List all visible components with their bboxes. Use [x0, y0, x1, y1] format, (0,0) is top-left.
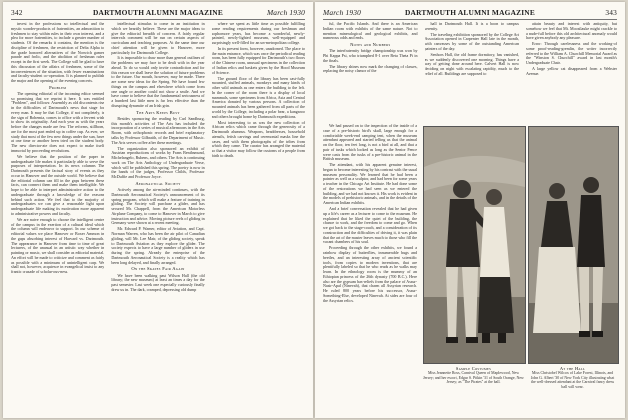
paragraph: Mr. Edward P. Warner, editor of Aviation, and Capt. Norman Warren, who has been the air pilot of Canadian gliding, will Mr. Lee Mair, of the gliding society, speak to Dartmouth Aviation as they explore the glider. The society expects to have a large number of gliders in use during the spring. Already the enterprise of the Dartmouth Aeronautical Society is a reality which has been long delayed, and finally arranged.	[111, 226, 205, 265]
paragraph: Error: Through carelessness and the working-of some proof-reading-gremlin, the writer incorrectly referred to the William A. Churchill Memorial Award as the "Winston S. Churchill" award in last month's Undergraduate Chair.	[526, 41, 617, 66]
costume-couple-illustration	[424, 127, 525, 363]
section-heading: Problem	[49, 84, 67, 90]
paragraph: Besides sponsoring the reading by Carl Sandburg, this month's activities of The Arts has included the incorporation of a series of musical afternoons in the Arts Room, with orthophonic records and brief explanatory talks by Professor Gilbraith, of the Department of Music. The Arts serves coffee after these meetings.	[111, 115, 205, 145]
sample-costumes-photo	[423, 126, 526, 364]
left-page	[3, 2, 313, 418]
paragraph: ful, the Pacific Islands. And there is an American Indian room with exhibits of the same nature. Not to mention mineralogical and geological exhibits, and numerous odds and ends.	[323, 22, 418, 41]
paragraph: We believe that the position of the paper in undergraduate life makes it particularly able to serve the purposes of interpretation. In its news columns The Dartmouth presents the factual story of events as they occur in Hanover and the outside world. We believe that the editorial column can fill in the gaps between these facts, can connect them and make them intelligible. We hope to be able to interpret administrative action to the undergraduate through a knowledge of the reasons behind such action. We feel that to the majority of undergraduates we can give a reasonable light upon undergraduate life making its motivation more apparent to administrative powers and faculty.	[11, 153, 105, 216]
text-column	[111, 22, 204, 412]
text-column	[323, 22, 418, 122]
paragraph: The library shines now mark the changing of classes, replacing the noisy clamor of the	[323, 63, 418, 74]
at-the-hall-photo	[528, 126, 619, 364]
paragraph: It is impossible to draw more than general outlines of the problems we may face to be dealt with in the year ahead. To do so would only invite contradiction and for this reason we shall leave the solution of future problems to the future. Our mouth, however, may be made. There are some new ideas for the Spring. We have found few things on the campus and elsewhere which come from one angle or another could not show a smile. And we have come to believe that the fundamental seriousness of a hundred last little men is far less effective than the disrupting dynamite of an Irish grin.	[111, 55, 205, 108]
fancy-dress-illustration	[529, 127, 618, 363]
magazine-spread	[3, 2, 625, 418]
paragraph: We are naive enough to choose the intelligent centre of the campus in the exertion of a cultural ideal which the column will endeavor to support. In our scheme of editorial values we place Hanover or Boxer Ammon in the gaps absorbing interest of Harvard vs. Dartmouth. The appearance in Hanover from time to time of great lecturers, of the unusual in an artistic way whether in painting or music, we shall consider as editorial material. An effort will be made to criticize and comment as fairly as possible with a minimum of unintelligent carp. We shall not, however, acquiesce in evangelical insist to any frantic crusade of scholar-ous-ness.	[11, 216, 105, 275]
paragraph: where we spent as little time as possible fulfilling some reading requirements during our freshman and sophomore years, has become a wonderful, newly-painted, newly-lighted museum, well-equipped and surprisingly well-filled for an un-metropolitan college.	[211, 22, 305, 45]
paragraph: invest in the professions so intellectual and the mystic wonder-products of fraternities, an admonition to freshmen to stay within rules in their own interest, and a plea for more fraternities, to include a greater number of students. Of the remarks it contains, the mention is the discipline of freshmen, the restriction of Delta Alpha to the grade honored alternatives of the Norwich games parade and frolic, and the abolition of freshman rules except in the first week. The College will be glad to have this discussion of the affairs of freshmen, some of the inconveniences of the situation, with fewer examinations and faculty-student co-operation. It is planned to publish the major and the opening of the evening concerts.	[11, 22, 105, 83]
caption-text: Miss Christobel Wilcox of Lake Forest, Illinois, and John G. Albert '30 of New York City illustrating what the well-dressed attendant at the Carnival fancy dress ball will wear.	[530, 371, 615, 390]
paragraph: The opening editorial of the incoming editor seemed so promising that we reprint it here. It was entitled "Problem", and follows: Assembly as old discontents rise in the difficulties of Dartmouth's news that stage for every man. It may be that College, if not completely, is the sign of Bohemia, comes to office with a fervent wish to show its originality. And each year as with the years before the changes made are few. The reforms, stillborn, are for the most part ended up in coffee cup. As ever, we study that most of the few new things under the sun, have at one time or another been tried on the student body. The new director-ate does not expect to make itself immortal by proceeding revolutions.	[11, 90, 105, 153]
paragraph: Proceeding through the other exhibits, we found a rainbow display of butterflies, innumerable bugs and beetles, and an interesting array of ancient scientific tools, from copies to modern inventions, that are plentifully labeled so that he who reads as he walks may learn. In the ethnology room is the mummy of an Ethiopian princess of the 26th dynasty (700 B.C.). Here also are the gypsum bas-reliefs from the palace of Assur-Nasir-Apal (Ninevah), that charm all Assyrian research. He ruled 800 years before his successor, Assur-Something-Else, developed Ninevah. At sides are four of the Assyrian relics.	[323, 245, 417, 303]
paragraph: The ground floor of the library has been cast-fully mounted, stuffed animals, monkeys and many kinds of other wild animals as one enters the building to the left. In the corner of the room there is a display of local mammals, some specimens from Africa, Asia and Central America donated by various persons. A collection of mounted animals has been gathered from all parts of the world by the College, including a polar bear, a kangaroo and others brought home by Dartmouth expeditions.	[211, 75, 305, 119]
issue-date: March 1930	[323, 8, 362, 17]
magazine-title: DARTMOUTH ALUMNI MAGAZINE	[93, 8, 223, 17]
caption-title: At the Hall	[559, 365, 586, 371]
paragraph: And a brief conversation revealed that he had given up a life's career as a lecturer to come to the museum. He explained that he liked the quiet of the building, the chance to work, and the freedom to come and go. When we got back to the stage-coach, and a consideration of its construction and the difficulties of driving it, it was plain that the art of the master leaves much to those who fill the vacant chambers of his soul.	[323, 206, 417, 245]
caption-title: Sample Costumes	[455, 365, 492, 371]
paragraph: We have been walking past Wilson Hall (the old library; the new museum) at least an times a day for the past semester. Last week one especially curiously finally drew us in. The dark, cramped, depressing old dump	[111, 272, 205, 292]
paragraph: The attendant, with his apparent genuine interest, began to become interesting by his contrast with the usual museum personality. We learned that he had been a painter as well as a sculptor, and had been for some years a teacher in the Chicago Art Institute. He had done some of the restorations we had seen as we entered the building, and we had not known it. His work is evident in the models of prehistoric animals, and in the details of the American Indian exhibits.	[323, 162, 417, 206]
left-page-columns	[11, 22, 305, 412]
section-heading: Notes and Numbers	[350, 42, 391, 48]
text-column	[526, 22, 617, 122]
text-column	[323, 124, 417, 412]
paragraph: In its present form, however, unadorned. The place to the main entrance, which was once the periodical reading room, has been fully equipped for Dartmouth's two floors of the Chinese room, unusual specimens in the collection of Indian relics and baskets given by the Hood Museum of Science.	[211, 45, 305, 75]
paragraph: Senhors Hall, the old frame dormitory, has vanished, as we suddenly discovered one morning. Things have a way of getting done around here. Calvert Hall is now deciding on night with escalating rapidity, much to the relief of all. Buildings are supposed to	[424, 51, 519, 76]
right-page-header	[323, 8, 617, 20]
right-page	[315, 2, 625, 418]
left-page-header	[11, 8, 305, 20]
paragraph: Actively among the air-minded continues, with the Dartmouth Aeronautical Society's announcement of its spring program, which will make a feature of training in gliding. The Society will purchase a glider, and has secured Mr. Chappell, from the American Motorless Airplane Company, to come to Hanover in March to give instruction and advice. Moving picture reels of gliding in Germany were shown at a recent meeting.	[111, 187, 205, 226]
upper-left-columns	[323, 22, 519, 122]
issue-date: March 1930	[266, 8, 305, 17]
paragraph: The traveling exhibition sponsored by the College Art Association opened in Carpenter Hall late in the month, with canvasses by some of the outstanding American painters of the day.	[424, 31, 519, 51]
paragraph: The interfraternity bridge championship was won by Phi Kappa Psi, who triumphed 8-1 over Beta Theta Pi in the finals.	[323, 48, 418, 63]
text-column	[11, 22, 104, 412]
paragraph: intellectual stimulus to come in an institution in which we heartily believe. These are the major ideas to give the editorial breadth of concern. A fairly regular intervals comment will be run on certain aspects of curriculum and teaching purposes. At the same time our chief attention will be given to Hanover, more particularly for Dartmouth College.	[111, 22, 205, 55]
paragraph: A large yellow cat disappeared from a Webster Avenue.	[526, 66, 617, 76]
text-column	[212, 22, 305, 412]
paragraph: We had passed on to the inspection of the inside of a case of a pre-historic bird's skull, large enough for a comfortable week-end camping tent, when the museum attendant appeared and started telling us that the animal on the floor, ten feet long, is not a bird at all, and that a pair of tusks which looked as long as the Senior Fence were casts from the tusks of a pre-historic animal in the British museum.	[323, 124, 417, 162]
page-number: 343	[605, 8, 617, 17]
paragraph: hall in Dartmouth Hall. It is a boon to campus serenity.	[424, 22, 519, 31]
section-heading: Aeronautical Society	[135, 181, 181, 187]
sample-costumes-caption-block	[423, 364, 524, 385]
section-heading: The Arts Keeps Busy	[136, 109, 180, 115]
caption-text: Miss Jeannette Ross, Carnival Queen of Maplewood, New Jersey; and her escort, Edgar S. Pitkin '31 of South Orange, New Jersey; as "The Pirates" at the ball.	[423, 371, 524, 385]
at-the-hall-caption-block	[528, 364, 617, 390]
paragraph: Most interesting to us was the new collection of African relics which came through the generosity of a Dartmouth alumnus. Weapons, headdresses, household utensils, fetish carvings and ceremonial masks line the cases, and with them photographs of the tribes from which they came. The curator has arranged the material so that a visitor may follow the customs of a people from birth to death.	[211, 119, 305, 158]
section-heading: On the Skates Fair Again	[131, 266, 185, 272]
paragraph: The organization also sponsored an exhibit of Austrian reproductions of works by Frans Benthsmund, Michelangelo, Rubens, and others. The Arts is continuing work on The Arts Anthology of Undergraduate Verse, which will be published this spring. The poetry is now in the hands of the judges, Professor Childs, Professor McDuffie and Professor Joyce.	[111, 145, 205, 180]
magazine-title: DARTMOUTH ALUMNI MAGAZINE	[405, 8, 535, 17]
text-column	[425, 22, 520, 122]
paragraph: attain beauty and interest with antiquity, but somehow we feel that Mt. Moosilauke might crackle to a nude-full before this old architectural anomaly would have given anybody any pleasure.	[526, 22, 617, 41]
page-number: 342	[11, 8, 23, 17]
